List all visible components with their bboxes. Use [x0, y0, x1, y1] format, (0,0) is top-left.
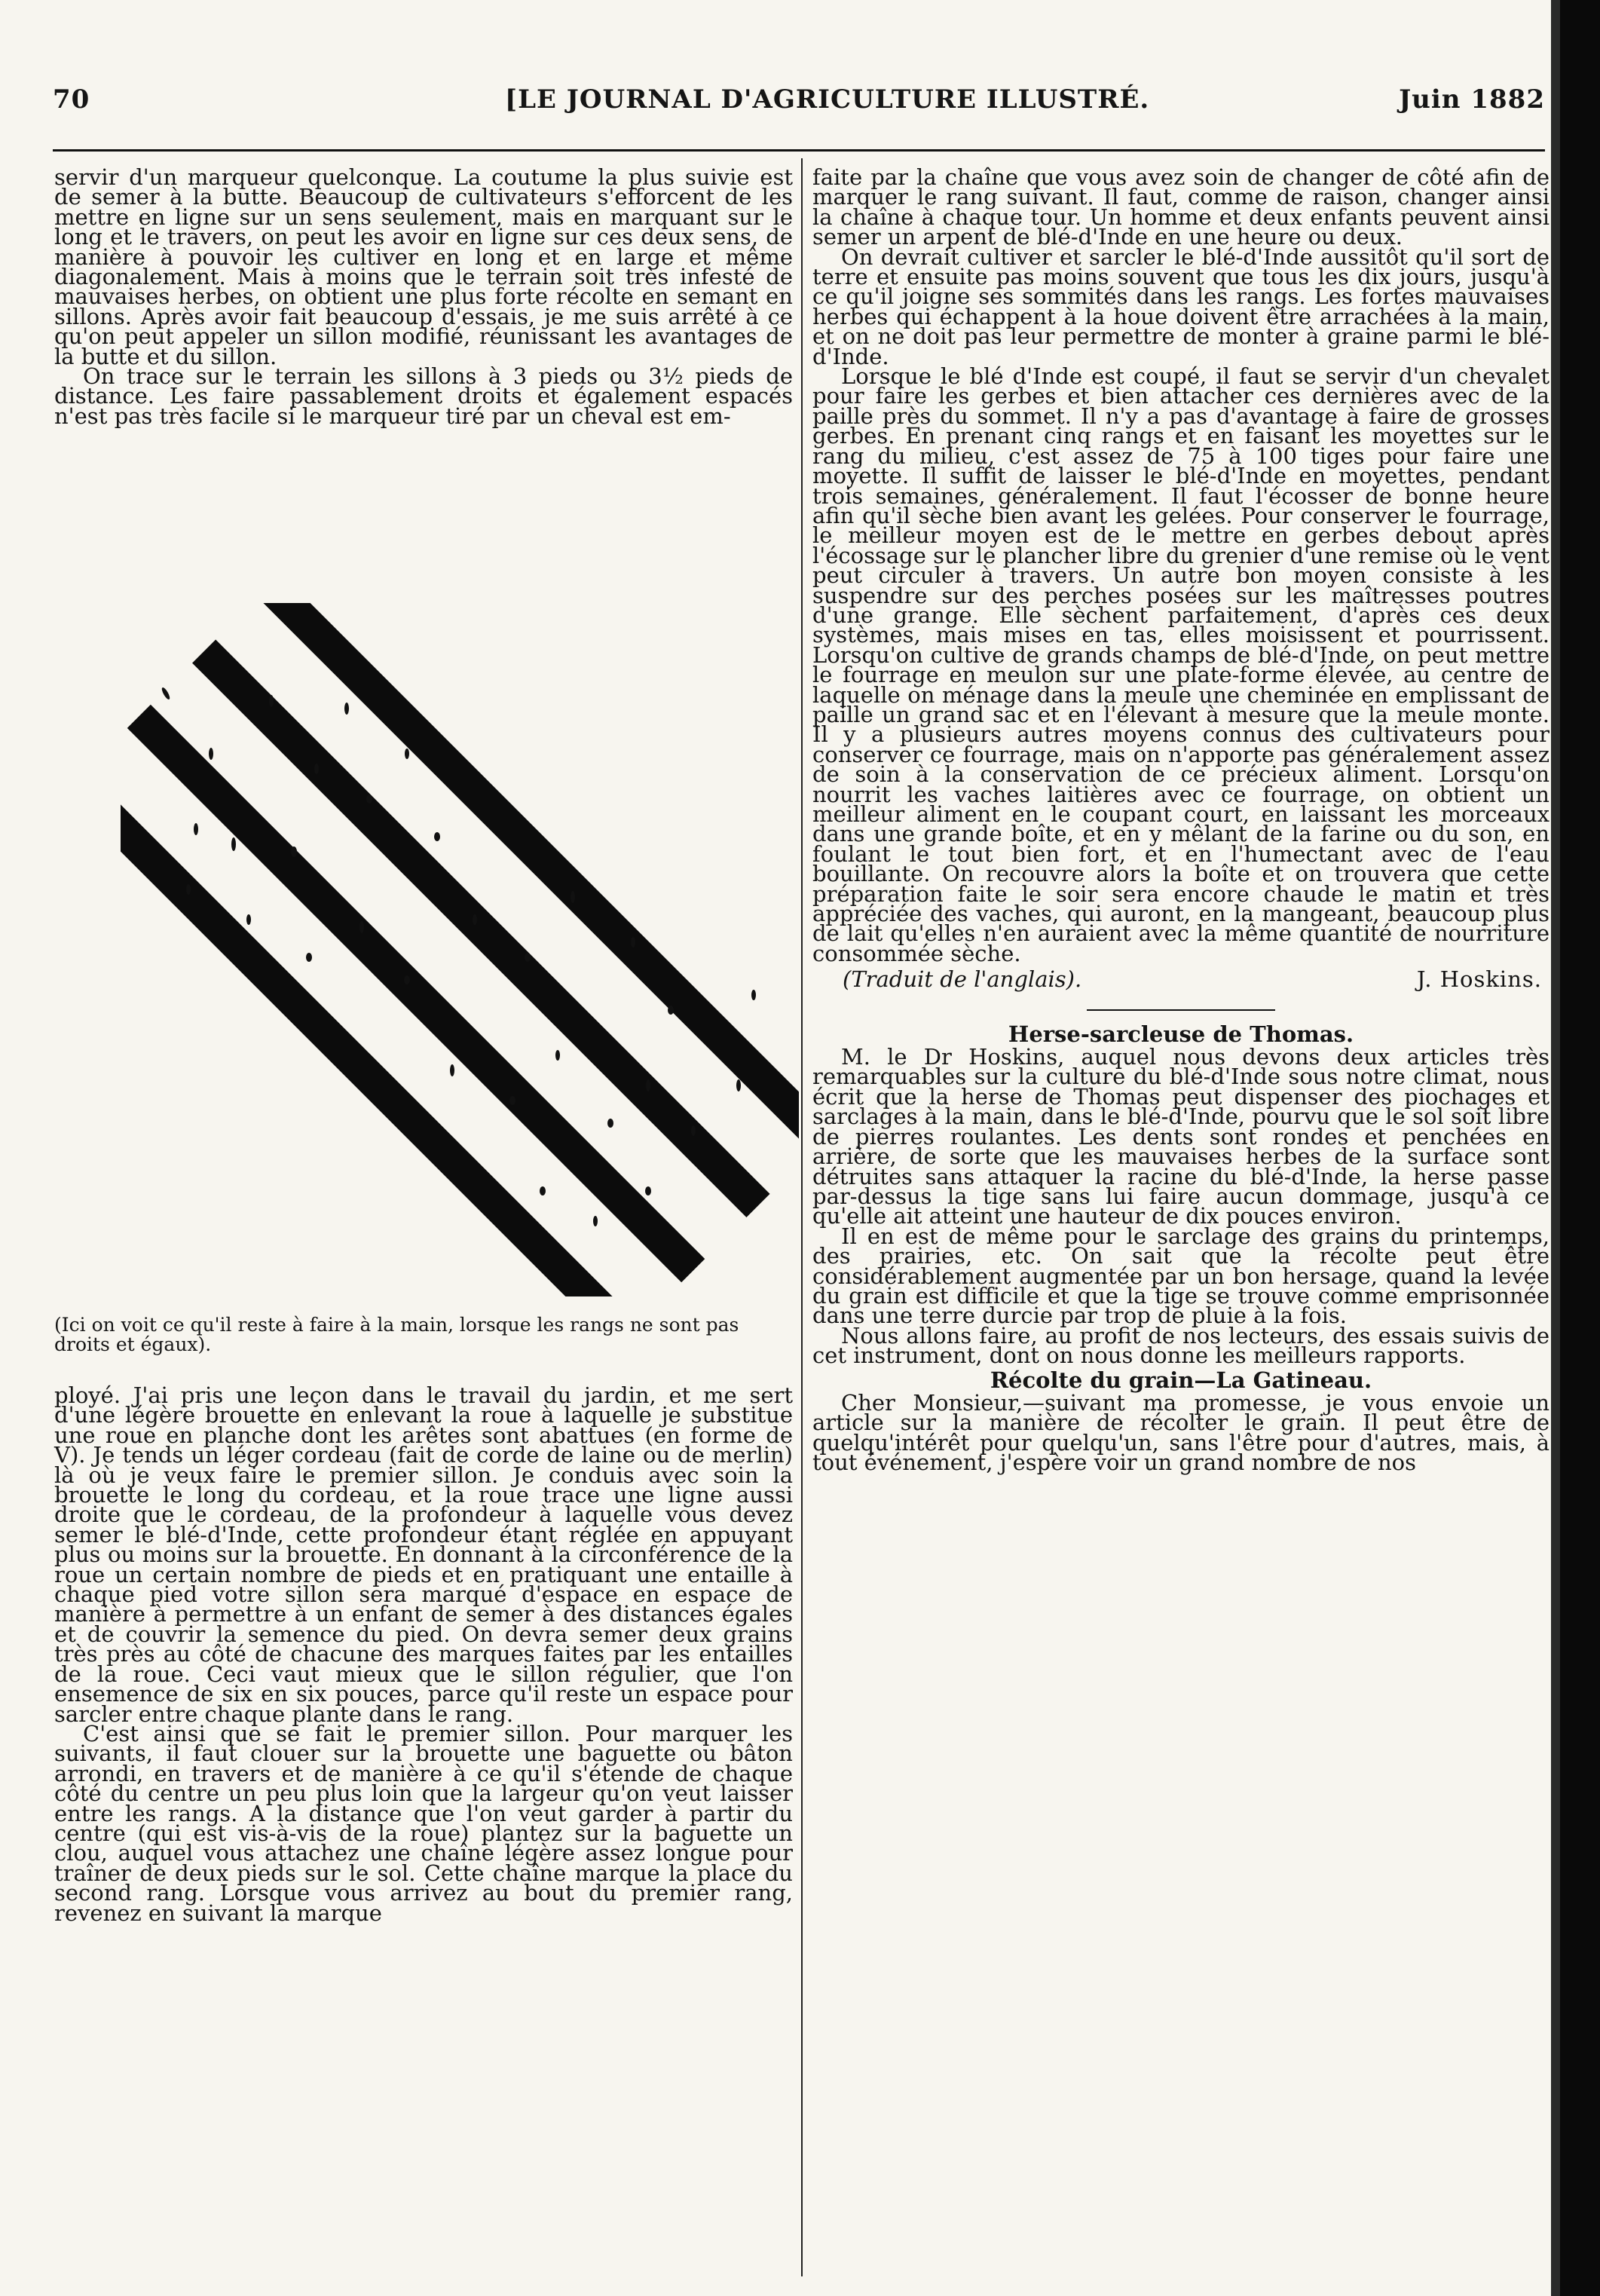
article-paragraph: Nous allons faire, au profit de nos lecteurs, des essais suivis de cet instrument, dont on nous donne les meilleurs rapports.	[812, 1322, 1550, 1369]
section-rule	[1087, 1009, 1275, 1011]
figure-caption: (Ici on voit ce qu'il reste à faire à la main, lorsque les rangs ne sont pas droits et égaux).	[54, 1314, 739, 1355]
translation-note: (Traduit de l'anglais).	[843, 966, 1082, 993]
column-divider	[801, 158, 803, 2276]
journal-title: [LE JOURNAL D'AGRICULTURE ILLUSTRÉ.	[505, 84, 1150, 115]
article-paragraph: faite par la chaîne que vous avez soin de changer de côté afin de marquer le rang suivant. Il faut, comme de raison, changer ainsi la chaîne à chaque tour. Un homme et deux enfants peuvent ainsi semer un arpent de blé-d'Inde en une heure ou deux.	[812, 164, 1550, 250]
right-column	[812, 164, 1550, 1476]
article-paragraph: On trace sur le terrain les sillons à 3 pieds ou 3½ pieds de distance. Les faire passablement droits et également espacés n'est pas très facile si le marqueur tiré par un cheval est em-	[54, 363, 793, 429]
header-rule	[53, 149, 1545, 152]
article-paragraph: ployé. J'ai pris une leçon dans le travail du jardin, et me sert d'une légère brouette en enlevant la roue à laquelle je substitue une roue en planche dont les arêtes sont abattues (en forme de V). Je tends un léger cordeau (fait de corde de laine ou de merlin) là où je veux faire le premier sillon. Je conduis avec soin la brouette le long du cordeau, et la roue trace une ligne aussi droite que le cordeau, de la profondeur à laquelle vous devez semer le blé-d'Inde, cette profondeur étant réglée en appuyant plus ou moins sur la brouette. En donnant à la circonférence de la roue un certain nombre de pieds et en pratiquant une entaille à chaque pied votre sillon sera marqué d'espace en espace de manière à permettre à un enfant de semer à des distances égales et de couvrir la semence du pied. On devra semer deux grains très près au côté de chacune des marques faites par les entailles de la roue. Ceci vaut mieux que le sillon régulier, que l'on ensemence de six en six pouces, parce qu'il reste un espace pour sarcler entre chaque plante dans le rang.	[54, 1382, 793, 1727]
furrow-stripe	[192, 639, 770, 1217]
furrow-stripe	[127, 705, 705, 1283]
page-edge-binding	[1560, 0, 1600, 2296]
article-paragraph: M. le Dr Hoskins, auquel nous devons deux articles très remarquables sur la culture du blé-d'Inde sous notre climat, nous écrit que la herse de Thomas peut dispenser des piochages et sarclages à la main, dans le blé-d'Inde, pourvu que le sol soit libre de pierres roulantes. Les dents sont rondes et penchées en arrière, de sorte que les mauvaises herbes de la surface sont détruites sans attaquer la racine du blé-d'Inde, la herse passe par-dessus la tige sans lui faire aucun dommage, jusqu'à ce qu'elle ait atteint une hauteur de dix pouces environ.	[812, 1044, 1550, 1229]
article-paragraph: servir d'un marqueur quelconque. La coutume la plus suivie est de semer à la butte. Beaucoup de cultivateurs s'efforcent de les mettre en ligne sur un sens seulement, mais en marquant sur le long et le travers, on peut les avoir en ligne sur ces deux sens, de manière à pouvoir les cultiver en long et en large et même diagonalement. Mais à moins que le terrain soit très infesté de mauvaises herbes, on obtient une plus forte récolte en semant en sillons. Après avoir fait beaucoup d'essais, je me suis arrêté à ce qu'on peut appeler un sillon modifié, réunissant les avantages de la butte et du sillon.	[54, 164, 793, 369]
furrow-stripes	[121, 603, 799, 1296]
left-column-top	[54, 164, 793, 429]
issue-date: Juin 1882	[1399, 84, 1545, 115]
page-header	[53, 75, 1545, 121]
article-paragraph: C'est ainsi que se fait le premier sillon. Pour marquer les suivants, il faut clouer sur la brouette une baguette ou bâton arrondi, en travers et de manière à ce qu'il s'étende de chaque côté du centre un peu plus loin que la largeur qu'on veut laisser entre les rangs. A la distance que l'on veut garder à partir du centre (qui est vis-à-vis de la roue) plantez sur la baguette un clou, auquel vous attachez une chaîne légère assez longue pour traîner de deux pieds sur le sol. Cette chaîne marque la place du second rang. Lorsque vous arrivez au bout du premier rang, revenez en suivant la marque	[54, 1720, 793, 1926]
article-paragraph: Cher Monsieur,—suivant ma promesse, je vous envoie un article sur la manière de récolter le grain. Il peut être de quelqu'intérêt pour quelqu'un, sans l'être pour d'autres, mais, à tout événement, j'espère voir un grand nombre de nos	[812, 1389, 1550, 1476]
left-column-bottom	[54, 1382, 793, 1926]
section-title: Récolte du grain—La Gatineau.	[990, 1367, 1372, 1393]
furrow-illustration	[121, 603, 799, 1296]
page-edge-shadow	[1551, 0, 1560, 2296]
article-signature	[812, 966, 1550, 993]
article-paragraph: Il en est de même pour le sarclage des grains du printemps, des prairies, etc. On sait que la récolte peut être considérablement augmentée par un bon hersage, quand la levée du grain est difficile et que la tige se trouve comme emprisonnée dans une terre durcie par trop de pluie à la fois.	[812, 1223, 1550, 1329]
article-paragraph: Lorsque le blé d'Inde est coupé, il faut se servir d'un chevalet pour faire les gerbes et bien attacher ces dernières avec de la paille près du sommet. Il n'y a pas d'avantage à faire de grosses gerbes. En prenant cinq rangs et en faisant les moyettes sur le rang du milieu, c'est assez de 75 à 100 tiges pour faire une moyette. Il suffit de laisser le blé-d'Inde en moyettes, pendant trois semaines, généralement. Il faut l'écosser de bonne heure afin qu'il sèche bien avant les gelées. Pour conserver le fourrage, le meilleur moyen est de le mettre en gerbes debout après l'écossage sur le plancher libre du grenier d'une remise où le vent peut circuler à travers. Un autre bon moyen consiste à les suspendre sur des perches posées sur les maîtresses poutres d'une grange. Elle sèchent parfaitement, d'après ces deux systèmes, mais mises en tas, elles moisissent et pourrissent. Lorsqu'on cultive de grands champs de blé-d'Inde, on peut mettre le fourrage en meulon sur une plate-forme élevée, au centre de laquelle on ménage dans la meule une cheminée en emplissant de paille un grand sac et en l'élevant à mesure que la meule monte. Il y a plusieurs autres moyens connus des cultivateurs pour conserver ce fourrage, mais on n'apporte pas généralement assez de soin à la conservation de ce précieux aliment. Lorsqu'on nourrit les vaches laitières avec ce fourrage, on obtient un meilleur aliment en le coupant court, en laissant les morceaux dans une grande boîte, et en y mêlant de la farine ou du son, en foulant le tout bien fort, et en l'humectant avec de l'eau bouillante. On recouvre alors la boîte et on trouvera que cette préparation faite le soir sera encore chaude le matin et très appréciée des vaches, qui auront, en la mangeant, beaucoup plus de lait qu'elles n'en auraient avec la même quantité de nourriture consommée sèche.	[812, 363, 1550, 966]
section-title: Herse-sarcleuse de Thomas.	[1008, 1021, 1354, 1047]
article-paragraph: On devrait cultiver et sarcler le blé-d'Inde aussitôt qu'il sort de terre et ensuite pas moins souvent que tous les dix jours, jusqu'à ce qu'il joigne ses sommités dans les rangs. Les fortes mauvaises herbes qui échappent à la houe doivent être arrachées à la main, et on ne doit pas leur permettre de monter à graine parmi le blé-d'Inde.	[812, 243, 1550, 369]
page-number: 70	[53, 84, 90, 115]
author-name: J. Hoskins.	[1416, 966, 1542, 993]
